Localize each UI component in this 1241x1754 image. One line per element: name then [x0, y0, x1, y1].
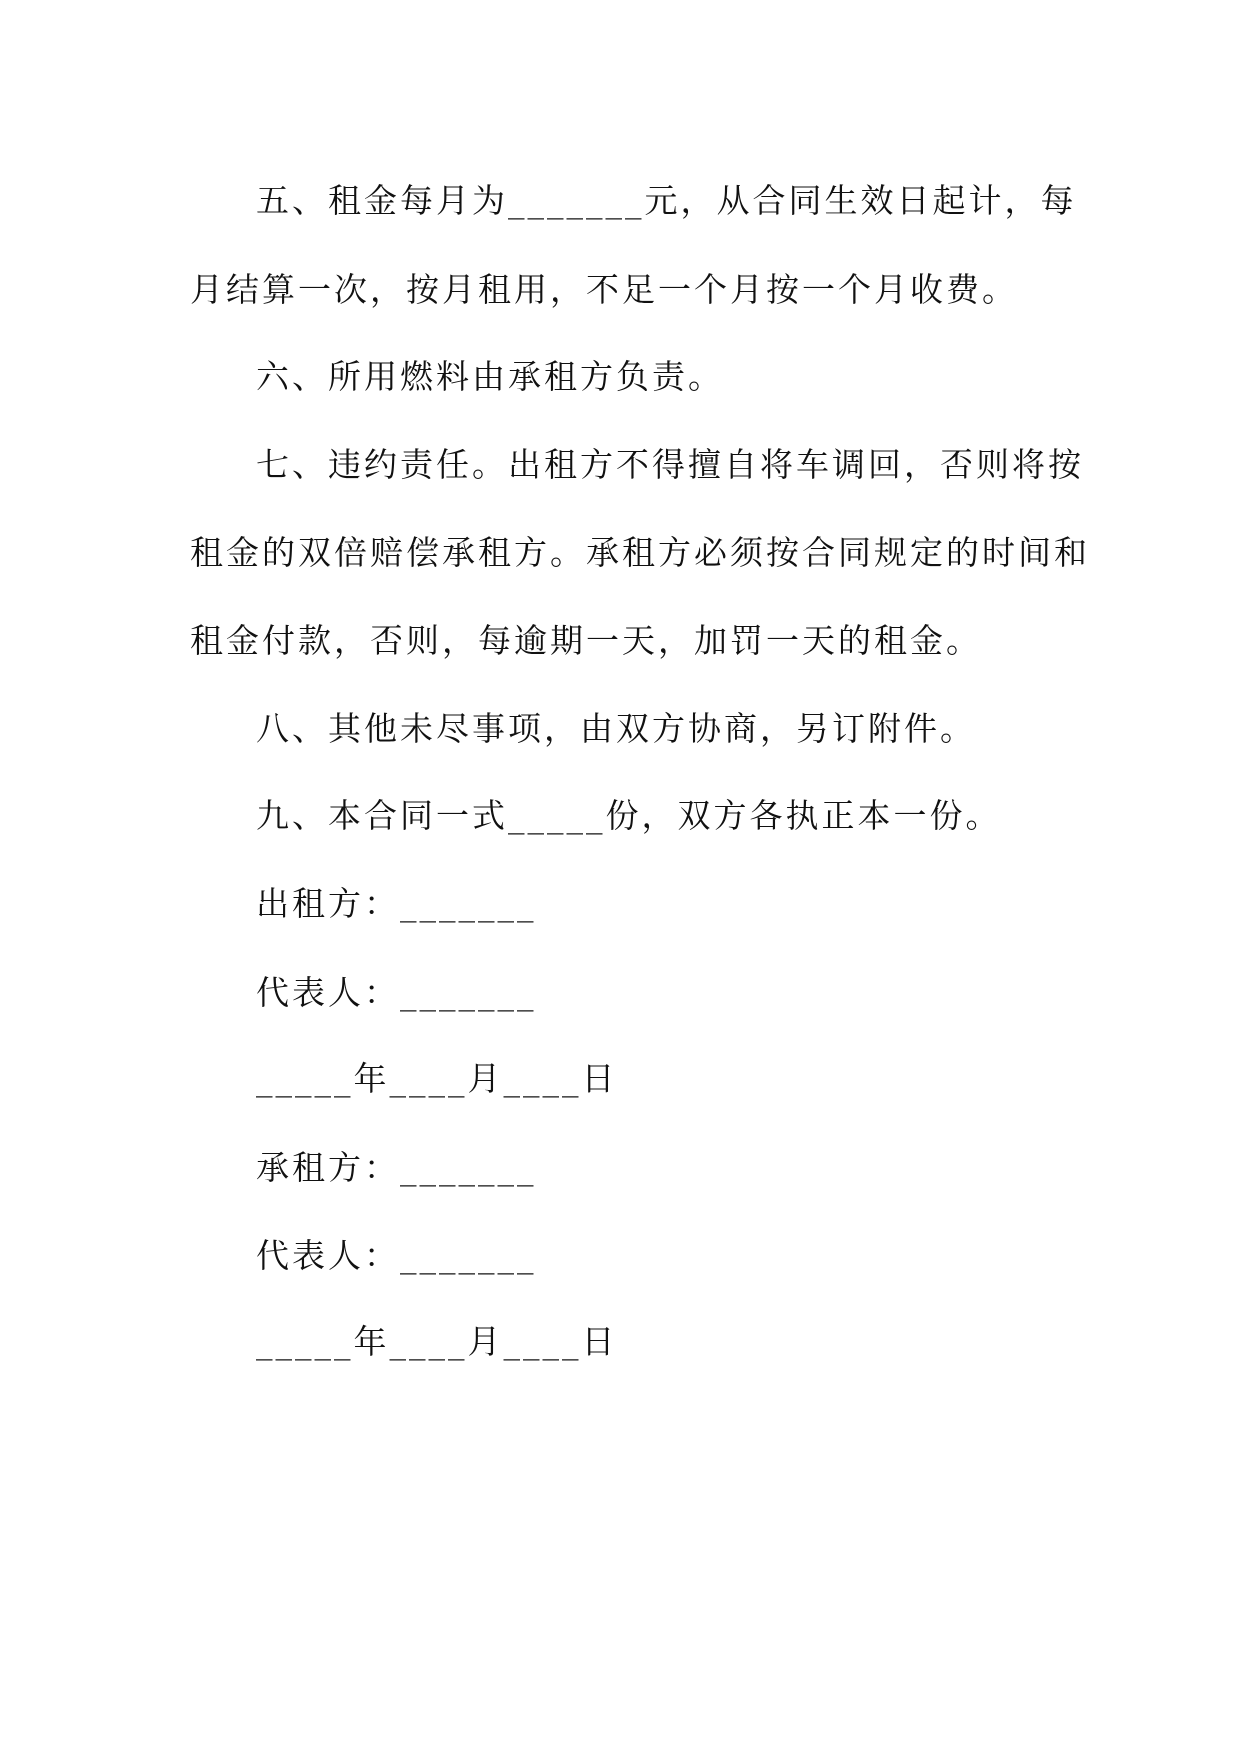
clause-6: 六、所用燃料由承租方负责。 [256, 357, 724, 396]
clause-9: 九、本合同一式_____份，双方各执正本一份。 [256, 796, 1002, 835]
clause-5-line-2: 月结算一次，按月租用，不足一个月按一个月收费。 [190, 270, 1018, 309]
clause-8: 八、其他未尽事项，由双方协商，另订附件。 [256, 709, 976, 748]
clause-7-line-2: 租金的双倍赔偿承租方。承租方必须按合同规定的时间和 [190, 533, 1090, 572]
lessee-date-line: _____年____月____日 [256, 1322, 618, 1361]
lessor-signature-line: 出租方：_______ [256, 884, 537, 923]
clause-7-line-1: 七、违约责任。出租方不得擅自将车调回，否则将按 [256, 445, 1084, 484]
clause-5-line-1: 五、租金每月为_______元，从合同生效日起计，每 [256, 181, 1077, 220]
lessee-representative-line: 代表人：_______ [256, 1236, 537, 1275]
lessee-signature-line: 承租方：_______ [256, 1148, 537, 1187]
lessor-date-line: _____年____月____日 [256, 1059, 618, 1098]
lessor-representative-line: 代表人：_______ [256, 973, 537, 1012]
clause-7-line-3: 租金付款，否则，每逾期一天，加罚一天的租金。 [190, 621, 982, 660]
